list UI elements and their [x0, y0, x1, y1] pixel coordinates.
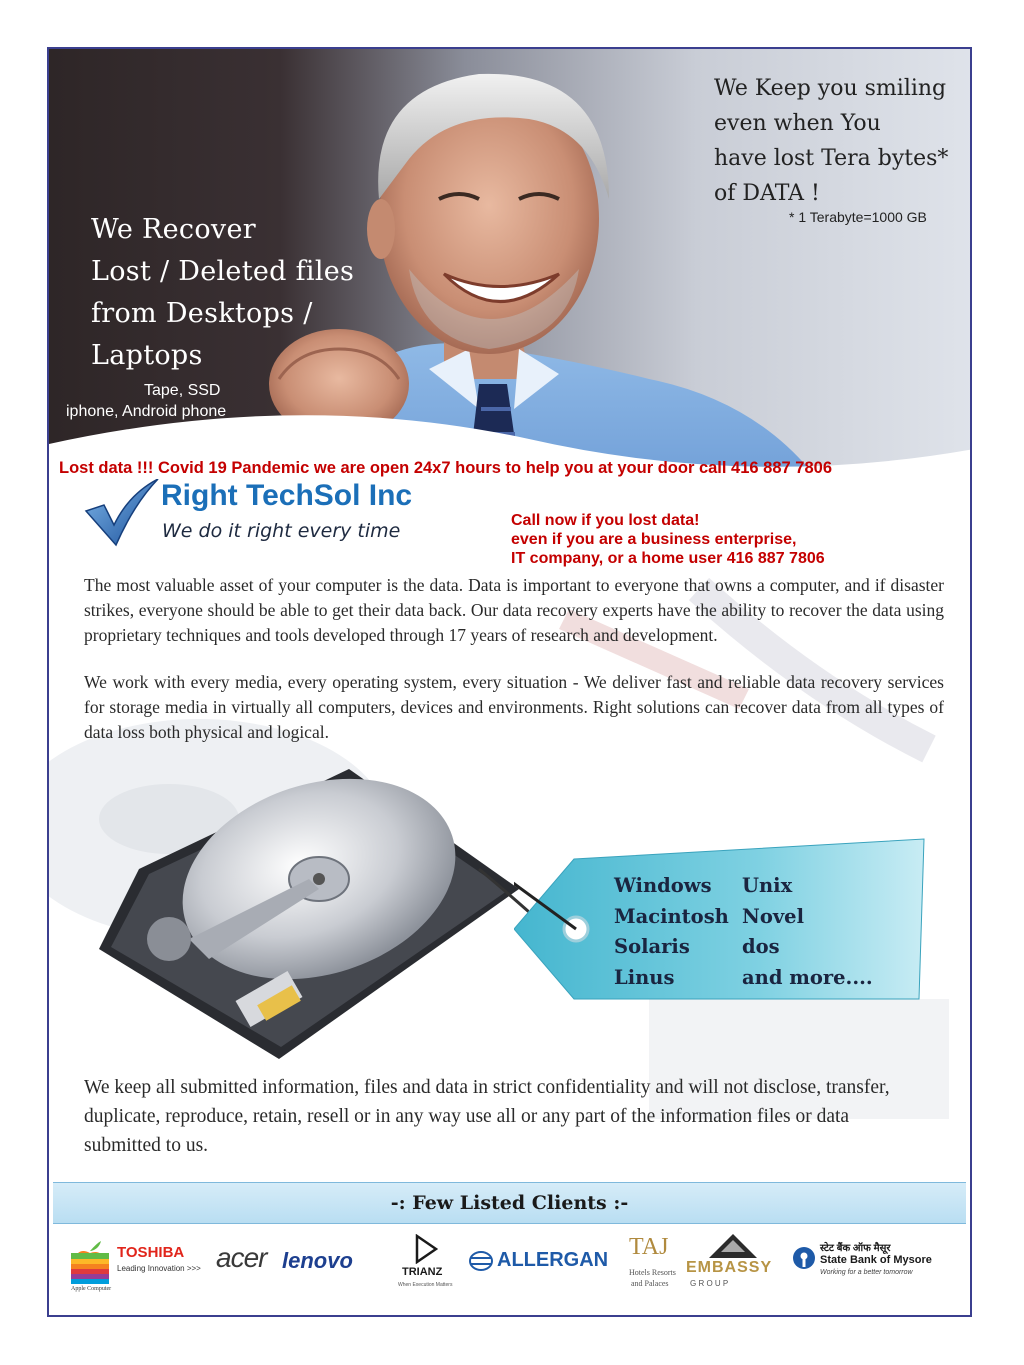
company-tagline: We do it right every time [162, 520, 401, 542]
os-item: Windows [614, 874, 712, 897]
client-logos-row [49, 1234, 972, 1304]
os-item: and more.... [742, 965, 873, 989]
clients-heading: -: Few Listed Clients :- [53, 1182, 966, 1224]
headline-line: We Keep you smiling [714, 76, 947, 101]
paragraph-every-media: We work with every media, every operating system, every situation - We deliver fast and reliable data recovery services for storage media in virtually all computers, devices and environments. Right solutions can recover data from all types of data loss both physical and logical. [84, 672, 944, 742]
headline-line: of DATA ! [714, 181, 820, 206]
call-now-callout [511, 511, 825, 568]
lenovo-logo: lenovo [282, 1248, 353, 1273]
taj-tagline-1: Hotels Resorts [629, 1268, 676, 1277]
headline-line: Laptops [91, 340, 203, 371]
covid-alert-banner: Lost data !!! Covid 19 Pandemic we are open 24x7 hours to help you at your door call 416 887 7806 [59, 459, 832, 477]
flyer-page [47, 47, 972, 1317]
toshiba-logo: TOSHIBA [117, 1244, 185, 1261]
os-item: dos [742, 935, 780, 958]
media-types-line-2: iphone, Android phone [66, 403, 227, 420]
sbm-tagline: Working for a better tomorrow [820, 1269, 913, 1276]
sbm-logo-icon [792, 1246, 816, 1270]
callout-line: even if you are a business enterprise, [511, 531, 797, 548]
os-item: Macintosh [614, 904, 729, 928]
allergan-globe-icon [469, 1251, 493, 1271]
headline-line: We Recover [91, 214, 256, 245]
acer-logo: acer [216, 1242, 267, 1273]
allergan-logo: ALLERGAN [497, 1249, 609, 1271]
sbm-name: State Bank of Mysore [820, 1254, 932, 1266]
os-item: Novel [742, 904, 804, 928]
apple-caption: Apple Computer [71, 1286, 112, 1292]
taj-logo: TAJ [629, 1234, 669, 1260]
sbm-hindi-name: स्टेट बैंक ऑफ मैसूर [820, 1243, 891, 1254]
embassy-tagline: G R O U P [690, 1279, 729, 1288]
hard-drive-illustration [79, 759, 529, 1069]
headline-line: even when You [714, 111, 881, 136]
headline-line: have lost Tera bytes* [714, 146, 949, 171]
callout-line: IT company, or a home user 416 887 7806 [511, 550, 825, 567]
apple-logo-icon [71, 1239, 109, 1284]
trianz-tagline: When Execution Matters [398, 1282, 453, 1288]
embassy-pyramid-icon [709, 1234, 757, 1258]
os-item: Unix [742, 874, 793, 897]
media-types-line-1: Tape, SSD [144, 382, 221, 399]
headline-line: from Desktops / [91, 298, 313, 329]
trianz-play-icon [414, 1234, 438, 1264]
paragraph-data-value: The most valuable asset of your computer is the data. Data is important to everyone that owns a computer, and if disaster strikes, everyone should be able to get their data back. Our data recovery experts have the ability to recover the data using proprietary techniques and tools developed through 17 years of research and development. [84, 575, 944, 645]
terabyte-footnote: * 1 Terabyte=1000 GB [789, 209, 927, 225]
toshiba-tagline: Leading Innovation >>> [117, 1264, 201, 1273]
company-name: Right TechSol Inc [161, 479, 413, 512]
os-item: Linus [614, 965, 675, 989]
trianz-logo: TRIANZ [402, 1266, 443, 1278]
paragraph-confidentiality: We keep all submitted information, files and data in strict confidentiality and will not disclose, transfer, duplicate, reproduce, retain, resell or in any way use all or any part of the information files or data submitted to us. [84, 1077, 890, 1156]
checkmark-logo-icon [84, 479, 159, 549]
taj-tagline-2: and Palaces [631, 1279, 669, 1288]
os-item: Solaris [614, 935, 690, 958]
os-price-tag-shape [514, 829, 944, 1009]
headline-line: Lost / Deleted files [91, 256, 355, 287]
callout-line: Call now if you lost data! [511, 512, 700, 529]
embassy-logo: EMBASSY [686, 1259, 773, 1276]
